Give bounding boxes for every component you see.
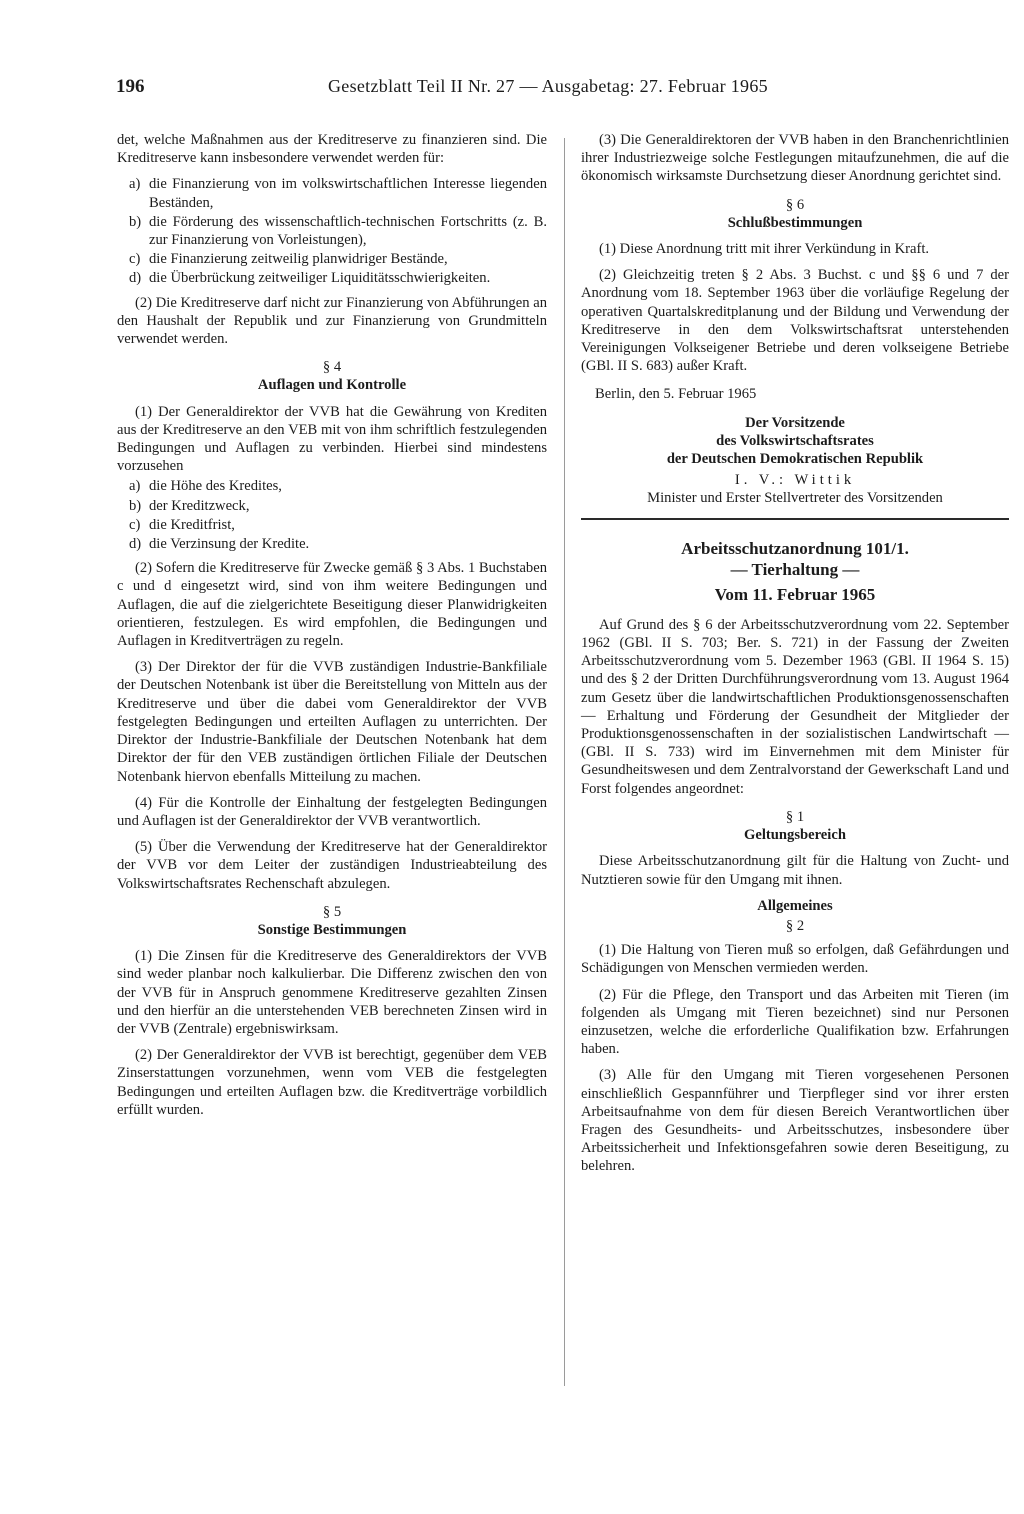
signature-title: Der Vorsitzende bbox=[745, 414, 845, 431]
list-item: c) die Finanzierung zeitweilig planwidriger Bestände, bbox=[129, 251, 448, 268]
signature-title: des Volkswirtschaftsrates bbox=[716, 432, 874, 449]
signatory-role: Minister und Erster Stellvertreter des Vorsitzenden bbox=[647, 490, 943, 507]
paragraph: (2) Gleichzeitig treten § 2 Abs. 3 Buchst. c und §§ 6 und 7 der Anordnung vom 18. September 1963 über die vorläufige Regelung der operativen Quartalskreditplanung und der Bildung und Verwendung der Kreditreserve in den dem Volkswirtschaftsrat unterstehenden Vereinigungen Volkseigener Betriebe und deren volkseigene Betriebe (GBl. II S. 683) außer Kraft. bbox=[581, 267, 1009, 375]
page-header bbox=[116, 76, 816, 106]
list-item: c) die Kreditfrist, bbox=[129, 516, 235, 533]
paragraph: (1) Die Zinsen für die Kreditreserve des Generaldirektors der VVB sind weder planbar noch kalkulierbar. Die Differenz zwischen den von der VVB für in Anspruch genommene Kreditreserve gezahlten Zinsen und den hierfür an die unterstehenden VEB berechneten Zinsen wird in der VVB (Zentrale) ergebniswirksam. bbox=[117, 948, 547, 1037]
paragraph: (3) Der Direktor der für die VVB zuständigen Industrie-Bankfiliale der Deutschen Notenbank ist über die Bereitstellung von Mitteln aus der Kreditreserve und über die dabei vom Generaldirektor der VVB festgelegten Bedingungen und erteilten Auflagen zu unterrichten. Der Direktor der Industrie-Bankfiliale der Deutschen Notenbank hat dem Direktor der für den VEB zuständigen örtlichen Filiale der Deutschen Notenbank hiervon ebenfalls Mitteilung zu machen. bbox=[117, 659, 547, 785]
left-column bbox=[117, 131, 547, 1127]
list-item: a) die Höhe des Kredites, bbox=[129, 478, 282, 495]
paragraph: (4) Für die Kontrolle der Einhaltung der festgelegten Bedingungen und Auflagen ist der Generaldirektor der VVB verantwortlich. bbox=[117, 794, 547, 829]
paragraph: (1) Der Generaldirektor der VVB hat die Gewährung von Krediten aus der Kreditreserve an den VEB mit von ihm schriftlich festzulegenden Bedingungen und Auflagen zu verbinden. Hierbei sind mindestens vorzusehen bbox=[117, 403, 547, 475]
paragraph: (1) Diese Anordnung tritt mit ihrer Verkündung in Kraft. bbox=[599, 241, 930, 258]
section-number: § 2 bbox=[785, 917, 805, 934]
ordinance-title: Arbeitsschutzanordnung 101/1. bbox=[681, 538, 909, 558]
signatory-name: I. V.: Wittik bbox=[734, 472, 856, 489]
paragraph: (5) Über die Verwendung der Kreditreserve hat der Generaldirektor der VVB vor dem Leiter der zuständigen Industrieabteilung des Volkswirtschaftsrates Rechenschaft abzulegen. bbox=[117, 839, 547, 892]
paragraph: (2) Der Generaldirektor der VVB ist berechtigt, gegenüber dem VEB Zinserstattungen vorzunehmen, wenn vom VEB die festgelegten Bedingungen und erteilten Auflagen bzw. die Kreditverträge vorbildlich erfüllt wurden. bbox=[117, 1047, 547, 1118]
section-title: Sonstige Bestimmungen bbox=[257, 921, 407, 938]
signature-title: der Deutschen Demokratischen Republik bbox=[666, 451, 924, 468]
requirements-list bbox=[117, 477, 547, 553]
ordinance-subtitle: — Tierhaltung — bbox=[730, 559, 860, 579]
list-item: a) die Finanzierung von im volkswirtschaftlichen Interesse liegenden Beständen, bbox=[129, 176, 547, 211]
column-divider bbox=[564, 138, 565, 1386]
section-divider bbox=[581, 518, 1009, 520]
paragraph: (2) Für die Pflege, den Transport und das Arbeiten mit Tieren (im folgenden als Umgang mit Tieren bezeichnet) sind nur Personen einzusetzen, welche die erforderliche Qualifikation bzw. Erfahrungen haben. bbox=[581, 986, 1009, 1058]
section-number: § 1 bbox=[785, 808, 805, 825]
paragraph: Diese Arbeitsschutzanordnung gilt für die Haltung von Zucht- und Nutztieren sowie für den Umgang mit ihnen. bbox=[581, 853, 1009, 888]
paragraph: (1) Die Haltung von Tieren muß so erfolgen, daß Gefährdungen und Schädigungen von Menschen vermieden werden. bbox=[581, 942, 1009, 977]
paragraph: (2) Sofern die Kreditreserve für Zwecke gemäß § 3 Abs. 1 Buchstaben c und d eingesetzt wird, sind von ihm weitere Bedingungen und Auflagen, die auf die zielgerichtete Beseitigung dieser Planwidrigkeiten orientieren, festzulegen. Es wird empfohlen, die Bedingungen und Auflagen in Kreditverträgen zu regeln. bbox=[117, 560, 547, 650]
paragraph: (2) Die Kreditreserve darf nicht zur Finanzierung von Abführungen an den Haushalt der Republik und zur Finanzierung von Grundmitteln verwendet werden. bbox=[117, 294, 547, 348]
list-item: b) der Kreditzweck, bbox=[129, 497, 250, 514]
ordinance-date: Vom 11. Februar 1965 bbox=[714, 584, 876, 604]
section-title: Schlußbestimmungen bbox=[727, 214, 863, 231]
paragraph: Auf Grund des § 6 der Arbeitsschutzverordnung vom 22. September 1962 (GBl. II S. 703; Ber. S. 721) in der Fassung der Zweiten Arbeitsschutzverordnung vom 5. Dezember 1963 (GBl. II 1964 S. 15) und des § 2 der Dritten Durchführungsverordnung vom 13. August 1964 zum Gesetz über die landwirtschaftlichen Produktionsgenossenschaften — Erhaltung und Förderung der Gesundheit der Mitglieder der Produktionsgenossenschaften in der sozialistischen Landwirtschaft — (GBl. II S. 733) wird im Einvernehmen mit dem Minister für Gesundheitswesen und dem Zentralvorstand der Gewerkschaft Land und Forst folgendes angeordnet: bbox=[581, 616, 1009, 797]
list-item: d) die Überbrückung zeitweiliger Liquiditätsschwierigkeiten. bbox=[129, 270, 491, 287]
section-number: § 4 bbox=[322, 359, 342, 376]
list-item: b) die Förderung des wissenschaftlich-technischen Fortschritts (z. B. zur Finanzierung von Vorleistungen), bbox=[129, 213, 547, 249]
running-head: Gesetzblatt Teil II Nr. 27 — Ausgabetag: 27. Februar 1965 bbox=[328, 76, 768, 96]
right-column bbox=[581, 131, 1009, 1184]
section-title: Allgemeines bbox=[757, 897, 833, 914]
date-line: Berlin, den 5. Februar 1965 bbox=[595, 386, 757, 403]
paragraph: det, welche Maßnahmen aus der Kreditreserve zu finanzieren sind. Die Kreditreserve kann insbesondere verwendet werden für: bbox=[117, 132, 547, 167]
section-title: Geltungsbereich bbox=[744, 827, 846, 844]
section-title: Auflagen und Kontrolle bbox=[257, 377, 407, 394]
page-number: 196 bbox=[116, 76, 145, 97]
section-number: § 5 bbox=[322, 903, 342, 920]
section-number: § 6 bbox=[785, 196, 805, 213]
paragraph: (3) Alle für den Umgang mit Tieren vorgesehenen Personen einschließlich Gespannführer und Tierpfleger sind vor ihrer ersten Arbeitsaufnahme von dem für diesen Bereich Verantwortlichen über Fragen des Gesundheits- und Arbeitsschutzes, insbesondere über Arbeitssicherheit und Infektionsgefahren sowie deren Beseitigung, zu belehren. bbox=[581, 1067, 1009, 1175]
usage-list bbox=[117, 175, 547, 287]
paragraph: (3) Die Generaldirektoren der VVB haben in den Branchenrichtlinien ihrer Industriezweige solche Festlegungen mitaufzunehmen, die auf die ökonomisch wirksamste Durchsetzung dieser Anordnung gerichtet sind. bbox=[581, 132, 1009, 185]
list-item: d) die Verzinsung der Kredite. bbox=[129, 536, 310, 553]
